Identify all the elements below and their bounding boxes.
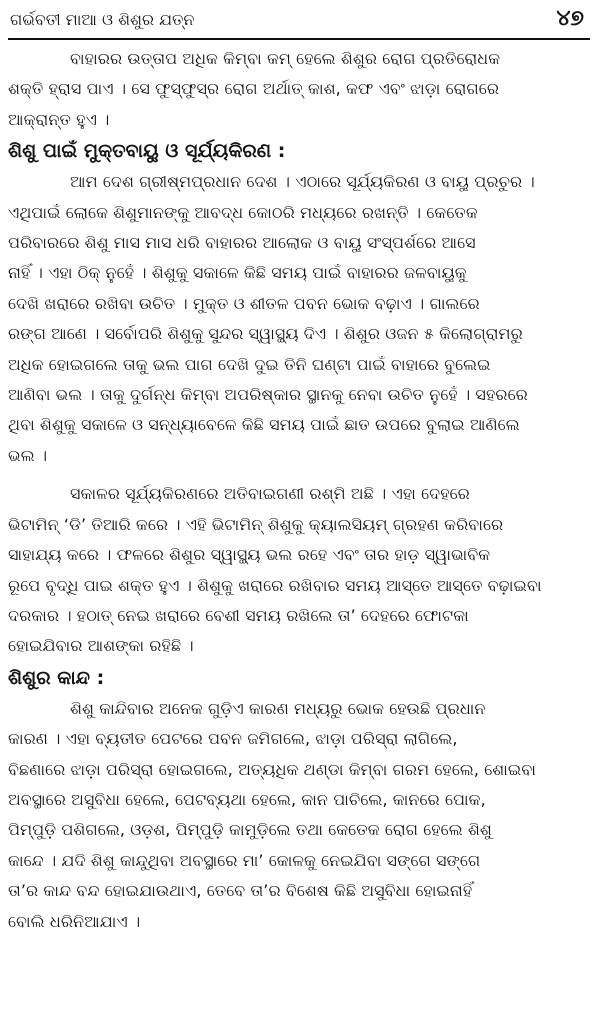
sunlight-paragraph-1 [8,167,592,471]
running-title: ଗର୍ଭବତୀ ମାଆ ଓ ଶିଶୁର ଯତ୍ନ [10,10,195,29]
text-line: ଆଣିବା ଭଲ । ତାକୁ ଦୁର୍ଗନ୍ଧ କିମ୍ବା ଅପରିଷ୍କାର ସ୍ଥାନକୁ ନେବା ଉଚିତ ନୁହେଁ । ସହରରେ [8,385,528,405]
text-line: ନାହିଁ । ଏହା ଠିକ୍ ନୁହେଁ । ଶିଶୁକୁ ସକାଳେ କିଛି ସମୟ ପାଇଁ ବାହାରର ଜଳବାୟୁକୁ [8,263,467,283]
text-line: କାରଣ । ଏହା ବ୍ୟତୀତ ପେଟରେ ପବନ ଜମିଗଲେ, ଝାଡ଼ା ପରିସ୍ରା ଲାଗିଲେ, [8,729,458,749]
text-line: ହୋଇଯିବାର ଆଶଙ୍କା ରହିଛି । [8,636,194,656]
text-line: ଶିଶୁ କାନ୍ଦିବାର ଅନେକ ଗୁଡ଼ିଏ କାରଣ ମଧ୍ୟରୁ ଭୋକ ହେଉଛି ପ୍ରଧାନ [70,698,486,718]
text-line: ପରିବାରରେ ଶିଶୁ ମାସ ମାସ ଧରି ବାହାରର ଆଲୋକ ଓ ବାୟୁ ସଂସ୍ପର୍ଶରେ ଆସେ [8,233,476,253]
text-line: ସାହାଯ୍ୟ କରେ । ଫଳରେ ଶିଶୁର ସ୍ୱାସ୍ଥ୍ୟ ଭଲ ରହେ ଏବଂ ତାର ହାଡ଼ ସ୍ୱାଭାବିକ [8,545,491,565]
page-number: ୪୭ [556,6,584,31]
text-line: ଦରକାର । ହଠାତ୍ ନେଇ ଖରାରେ ବେଶୀ ସମୟ ରଖିଲେ ତା’ ଦେହରେ ଫୋଟକା [8,605,469,625]
text-line: ଶକ୍ତି ହ୍ରାସ ପାଏ । ସେ ଫୁସ୍‌ଫୁସ୍‌ର ରୋଗ ଅର୍ଥାତ୍ କାଶ, କଫ ଏବଂ ଝାଡ଼ା ରୋଗରେ [8,79,500,99]
text-line: ପିମ୍ପୁଡ଼ି ପଶିଗଲେ, ଓଡ଼ଶ, ପିମ୍ପୁଡ଼ି କାମୁଡ଼ିଲେ ତଥା କେତେକ ରୋଗ ହେଲେ ଶିଶୁ [8,820,492,840]
text-line: ଏଥିପାଇଁ ଲୋକେ ଶିଶୁମାନଙ୍କୁ ଆବଦ୍ଧ କୋଠରି ମଧ୍ୟରେ ରଖନ୍ତି । କେତେକ [8,202,478,222]
page-content [8,44,592,937]
text-line: ଅଧିକ ହୋଇଗଲେ ତାକୁ ଭଲ ପାଗ ଦେଖି ଦୁଇ ତିନି ଘଣ୍ଟା ପାଇଁ ବାହାରେ ବୁଲେଇ [8,354,491,374]
text-line: ଥିବା ଶିଶୁକୁ ସକାଳେ ଓ ସନ୍ଧ୍ୟାବେଳେ କିଛି ସମୟ ପାଇଁ ଛାତ ଉପରେ ବୁଲାଇ ଆଣିଲେ [8,415,520,435]
text-line: ସକାଳର ସୂର୍ଯ୍ୟକିରଣରେ ଅତିବାଇଗଣୀ ରଶ୍ମି ଅଛି । ଏହା ଦେହରେ [70,484,470,504]
text-line: ଆକ୍ରାନ୍ତ ହୁଏ । [8,109,110,129]
text-line: ରଙ୍ଗ ଆଣେ । ସର୍ବୋପରି ଶିଶୁକୁ ସୁନ୍ଦର ସ୍ୱାସ୍ଥ୍ୟ ଦିଏ । ଶିଶୁର ଓଜନ ୫ କିଲୋଗ୍ରାମରୁ [8,324,523,344]
intro-paragraph [8,44,592,135]
text-line: ରୂପେ ବୃଦ୍ଧି ପାଇ ଶକ୍ତ ହୁଏ । ଶିଶୁକୁ ଖରାରେ ରଖିବାର ସମୟ ଆସ୍ତେ ଆସ୍ତେ ବଢ଼ାଇବା [8,575,542,595]
section-heading-baby-crying: ଶିଶୁର କାନ୍ଦ : [8,666,105,689]
sunlight-paragraph-2 [8,479,592,661]
text-line: ଅବସ୍ଥାରେ ଅସୁବିଧା ହେଲେ, ପେଟବ୍ୟଥା ହେଲେ, କାନ ପାଚିଲେ, କାନରେ ପୋକ, [8,789,486,809]
text-line: ଦେଖି ଖରାରେ ରଖିବା ଉଚିତ । ମୁକ୍ତ ଓ ଶୀତଳ ପବନ ଭୋକ ବଢ଼ାଏ । ଗାଲରେ [8,293,480,313]
text-line: ଆମ ଦେଶ ଗ୍ରୀଷ୍ମପ୍ରଧାନ ଦେଶ । ଏଠାରେ ସୂର୍ଯ୍ୟକିରଣ ଓ ବାୟୁ ପ୍ରଚୁର । [70,172,535,192]
text-line: ବାହାରର ଉତ୍ତାପ ଅଧିକ କିମ୍ବା କମ୍ ହେଲେ ଶିଶୁର ରୋଗ ପ୍ରତିରୋଧକ [70,49,501,68]
text-line: ବିଛଣାରେ ଝାଡ଼ା ପରିସ୍ରା ହୋଇଗଲେ, ଅତ୍ୟଧିକ ଥଣ୍ଡା କିମ୍ବା ଗରମ ହେଲେ, ଶୋଇବା [8,759,536,779]
crying-paragraph [8,694,592,937]
text-line: ଭଲ । [8,445,48,465]
text-line: କାନ୍ଦେ । ଯଦି ଶିଶୁ କାନ୍ଦୁଥିବା ଅବସ୍ଥାରେ ମା’ କୋଳକୁ ନେଇଯିବା ସଙ୍ଗେ ସଙ୍ଗେ [8,850,481,870]
running-header [8,4,590,40]
text-line: ବୋଲି ଧରିନିଆଯାଏ । [8,911,141,931]
text-line: ତା’ର କାନ୍ଦ ବନ୍ଦ ହୋଇଯାଉଥାଏ, ତେବେ ତା’ର ବିଶେଷ କିଛି ଅସୁବିଧା ହୋଇନାହିଁ [8,881,473,901]
text-line: ଭିଟାମିନ୍ ‘ଡି’ ତିଆରି କରେ । ଏହି ଭିଟାମିନ୍ ଶିଶୁକୁ କ୍ୟାଲସିୟମ୍ ଗ୍ରହଣ କରିବାରେ [8,514,504,534]
section-heading-fresh-air-sunlight: ଶିଶୁ ପାଇଁ ମୁକ୍ତବାୟୁ ଓ ସୂର୍ଯ୍ୟକିରଣ : [8,140,286,163]
